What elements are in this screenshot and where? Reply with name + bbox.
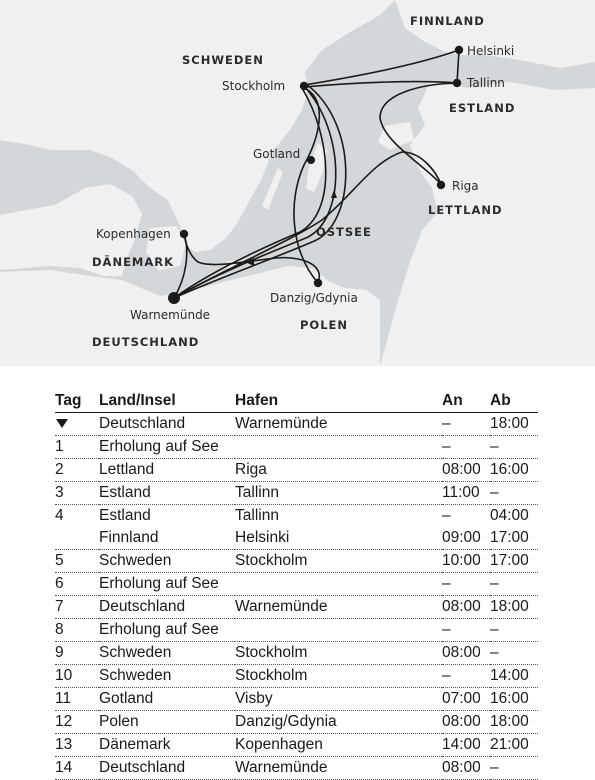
cell-tag: 14 bbox=[55, 757, 99, 780]
header-tag: Tag bbox=[55, 390, 99, 413]
table-row bbox=[55, 734, 538, 757]
table-row bbox=[55, 550, 538, 573]
label-schweden: SCHWEDEN bbox=[182, 53, 264, 67]
cell-hafen: Riga bbox=[235, 459, 442, 482]
cell-tag bbox=[55, 413, 99, 436]
cell-hafen: Tallinn bbox=[235, 507, 279, 524]
header-an: An bbox=[442, 390, 490, 413]
cell-land: Schweden bbox=[99, 665, 235, 688]
cell-tag: 8 bbox=[55, 619, 99, 642]
cell-an: 07:00 bbox=[442, 688, 490, 711]
cell-ab: 16:00 bbox=[490, 688, 538, 711]
cell-hafen: Kopenhagen bbox=[235, 734, 442, 757]
table-row bbox=[55, 688, 538, 711]
cell-ab: 17:00 bbox=[490, 550, 538, 573]
header-ab: Ab bbox=[490, 390, 538, 413]
cell-land: Gotland bbox=[99, 688, 235, 711]
cell-land: Deutschland bbox=[99, 757, 235, 780]
cell-ab: 16:00 bbox=[490, 459, 538, 482]
label-ostsee: OSTSEE bbox=[316, 225, 372, 239]
cell-tag: 7 bbox=[55, 596, 99, 619]
cell-hafen: Warnemünde bbox=[235, 757, 442, 780]
cell-an: – bbox=[442, 665, 490, 688]
cell-ab: – bbox=[490, 482, 538, 505]
cell-hafen: Stockholm bbox=[235, 550, 442, 573]
riga-marker bbox=[437, 181, 445, 189]
table-row bbox=[55, 619, 538, 642]
label-estland: ESTLAND bbox=[449, 101, 516, 115]
header-hafen: Hafen bbox=[235, 390, 442, 413]
table-row bbox=[55, 482, 538, 505]
cell-an: – bbox=[442, 507, 451, 524]
cell-an: 14:00 bbox=[442, 734, 490, 757]
cell-ab: – bbox=[490, 757, 538, 780]
cell-land: Erholung auf See bbox=[99, 619, 235, 642]
table-row bbox=[55, 711, 538, 734]
cell-land: Erholung auf See bbox=[99, 436, 235, 459]
table-row bbox=[55, 757, 538, 780]
baltic-route-map bbox=[0, 0, 595, 366]
cell-ab: 18:00 bbox=[490, 711, 538, 734]
warnemuende-marker bbox=[168, 292, 180, 304]
cell-hafen: Stockholm bbox=[235, 665, 442, 688]
tallinn-marker bbox=[453, 79, 461, 87]
cell-hafen bbox=[235, 436, 442, 459]
cell-tag: 2 bbox=[55, 459, 99, 482]
cell-tag: 3 bbox=[55, 482, 99, 505]
cell-tag: 6 bbox=[55, 573, 99, 596]
table-row bbox=[55, 527, 538, 550]
cell-an: 09:00 bbox=[442, 527, 490, 550]
table-row bbox=[55, 436, 538, 459]
cell-tag: 13 bbox=[55, 734, 99, 757]
stockholm-marker bbox=[300, 82, 308, 90]
cell-hafen: Tallinn bbox=[235, 482, 442, 505]
label-riga: Riga bbox=[452, 179, 479, 193]
cell-hafen: Visby bbox=[235, 688, 442, 711]
cell-hafen: Warnemünde bbox=[235, 596, 442, 619]
header-land: Land/Insel bbox=[99, 390, 235, 413]
cell-land: Deutschland bbox=[99, 413, 235, 436]
cell-an: – bbox=[442, 573, 490, 596]
cell-tag: 11 bbox=[55, 688, 99, 711]
cell-ab: 14:00 bbox=[490, 665, 538, 688]
label-kopenhagen: Kopenhagen bbox=[96, 227, 171, 241]
cell-ab: 04:00 bbox=[490, 507, 529, 524]
cell-hafen: Warnemünde bbox=[235, 413, 442, 436]
cell-an: 08:00 bbox=[442, 459, 490, 482]
label-deutschland: DEUTSCHLAND bbox=[92, 335, 200, 349]
cell-land: Estland bbox=[99, 482, 235, 505]
itinerary-table bbox=[55, 390, 538, 780]
cell-an: 08:00 bbox=[442, 642, 490, 665]
table-row bbox=[55, 596, 538, 619]
cell-land: Deutschland bbox=[99, 596, 235, 619]
cell-an: 08:00 bbox=[442, 711, 490, 734]
gotland-marker bbox=[307, 156, 315, 164]
cell-ab: – bbox=[490, 573, 538, 596]
cell-tag bbox=[55, 527, 99, 550]
danzig-marker bbox=[314, 279, 322, 287]
departure-triangle-icon bbox=[56, 419, 68, 428]
cell-land: Lettland bbox=[99, 459, 235, 482]
cell-ab: 17:00 bbox=[490, 527, 538, 550]
itinerary-header-row bbox=[55, 390, 538, 413]
helsinki-marker bbox=[455, 46, 463, 54]
cell-an: 08:00 bbox=[442, 596, 490, 619]
cell-land: Finnland bbox=[99, 527, 235, 550]
label-gotland: Gotland bbox=[253, 147, 301, 161]
cell-tag: 1 bbox=[55, 436, 99, 459]
cell-hafen bbox=[235, 573, 442, 596]
label-danzig: Danzig/Gdynia bbox=[270, 291, 358, 305]
label-tallinn: Tallinn bbox=[467, 76, 505, 90]
table-row bbox=[55, 573, 538, 596]
table-row bbox=[55, 413, 538, 436]
cell-an: – bbox=[442, 436, 490, 459]
cell-ab: 18:00 bbox=[490, 596, 538, 619]
cell-hafen: Stockholm bbox=[235, 642, 442, 665]
cell-an: – bbox=[442, 413, 490, 436]
cell-land: Schweden bbox=[99, 550, 235, 573]
cell-hafen: Helsinki bbox=[235, 527, 442, 550]
cell-land: Erholung auf See bbox=[99, 573, 235, 596]
cell-ab: – bbox=[490, 642, 538, 665]
cell-tag: 4 bbox=[55, 507, 64, 524]
cell-hafen: Danzig/Gdynia bbox=[235, 711, 442, 734]
cell-an: 11:00 bbox=[442, 482, 490, 505]
label-daenemark: DÄNEMARK bbox=[92, 255, 175, 269]
kopenhagen-marker bbox=[180, 230, 188, 238]
table-row bbox=[55, 505, 538, 528]
label-finnland: FINNLAND bbox=[410, 14, 485, 28]
cell-ab: – bbox=[490, 436, 538, 459]
label-lettland: LETTLAND bbox=[428, 203, 503, 217]
cell-tag: 9 bbox=[55, 642, 99, 665]
itinerary-body bbox=[55, 413, 538, 780]
cell-an: 10:00 bbox=[442, 550, 490, 573]
cell-land: Schweden bbox=[99, 642, 235, 665]
label-stockholm: Stockholm bbox=[222, 79, 286, 93]
cell-land: Dänemark bbox=[99, 734, 235, 757]
cell-ab: 21:00 bbox=[490, 734, 538, 757]
table-row bbox=[55, 665, 538, 688]
cell-tag: 12 bbox=[55, 711, 99, 734]
cell-land: Polen bbox=[99, 711, 235, 734]
cell-an: – bbox=[442, 619, 490, 642]
cell-ab: 18:00 bbox=[490, 413, 538, 436]
cell-an: 08:00 bbox=[442, 757, 490, 780]
cell-tag: 5 bbox=[55, 550, 99, 573]
table-row bbox=[55, 459, 538, 482]
label-polen: POLEN bbox=[300, 318, 349, 332]
label-warnemuende: Warnemünde bbox=[130, 308, 211, 322]
cell-tag: 10 bbox=[55, 665, 99, 688]
cell-hafen bbox=[235, 619, 442, 642]
cell-ab: – bbox=[490, 619, 538, 642]
cell-land: Estland bbox=[99, 507, 151, 524]
label-helsinki: Helsinki bbox=[467, 44, 515, 58]
table-row bbox=[55, 642, 538, 665]
